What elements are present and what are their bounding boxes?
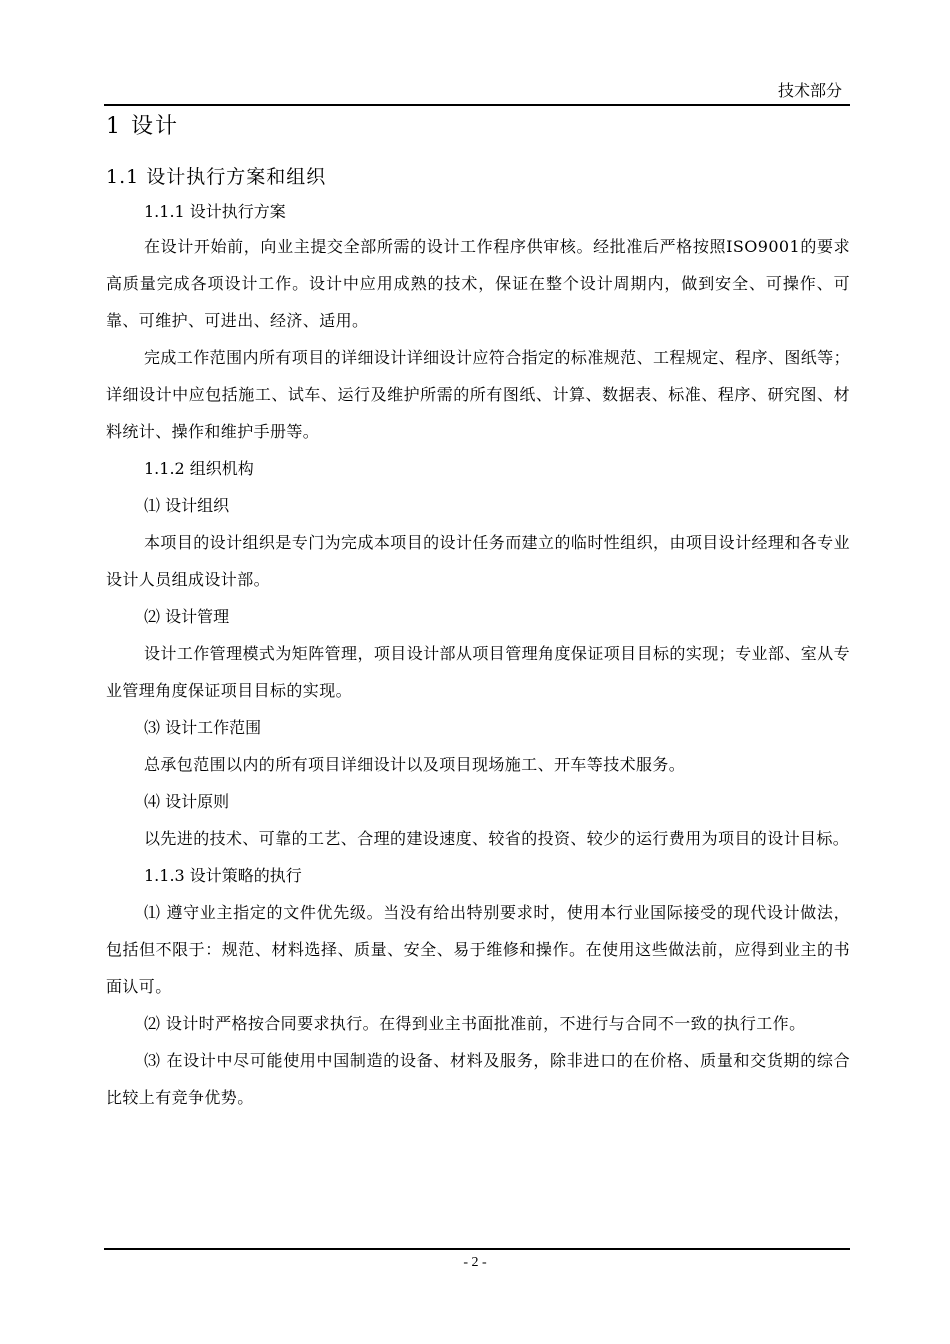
paragraph: 以先进的技术、可靠的工艺、合理的建设速度、较省的投资、较少的运行费用为项目的设计目标。	[144, 829, 850, 848]
document-body	[106, 106, 850, 1116]
paragraph: ⑴ 遵守业主指定的文件优先级。当没有给出特别要求时，使用本行业国际接受的现代设计做法，包括但不限于：规范、材料选择、质量、安全、易于维修和操作。在使用这些做法前，应得到业主的书面认可。	[106, 903, 850, 996]
paragraph: 本项目的设计组织是专门为完成本项目的设计任务而建立的临时性组织，由项目设计经理和各专业设计人员组成设计部。	[106, 533, 850, 589]
paragraph: ⑵ 设计时严格按合同要求执行。在得到业主书面批准前，不进行与合同不一致的执行工作。	[144, 1014, 806, 1033]
item-label: ⑵ 设计管理	[144, 607, 230, 626]
paragraph: 完成工作范围内所有项目的详细设计详细设计应符合指定的标准规范、工程规定、程序、图纸等；详细设计中应包括施工、试车、运行及维护所需的所有图纸、计算、数据表、标准、程序、研究图、材料统计、操作和维护手册等。	[106, 348, 850, 441]
item-label: ⑷ 设计原则	[144, 792, 230, 811]
paragraph: 总承包范围以内的所有项目详细设计以及项目现场施工、开车等技术服务。	[144, 755, 686, 774]
item-label: ⑶ 设计工作范围	[144, 718, 262, 737]
paragraph: ⑶ 在设计中尽可能使用中国制造的设备、材料及服务，除非进口的在价格、质量和交货期的综合比较上有竞争优势。	[106, 1051, 850, 1107]
paragraph: 在设计开始前，向业主提交全部所需的设计工作程序供审核。经批准后严格按照ISO9001的要求高质量完成各项设计工作。设计中应用成熟的技术，保证在整个设计周期内，做到安全、可操作、可靠、可维护、可进出、经济、适用。	[106, 237, 850, 330]
item-label: ⑴ 设计组织	[144, 496, 230, 515]
heading-1-1-3: 1.1.3 设计策略的执行	[144, 866, 302, 885]
footer-rule	[104, 1248, 850, 1250]
heading-1-1-1: 1.1.1 设计执行方案	[144, 202, 286, 221]
heading-1-1-2: 1.1.2 组织机构	[144, 459, 254, 478]
running-header: 技术部分	[777, 81, 842, 100]
paragraph: 设计工作管理模式为矩阵管理，项目设计部从项目管理角度保证项目目标的实现；专业部、室从专业管理角度保证项目目标的实现。	[106, 644, 850, 700]
heading-1: 1 设计	[106, 114, 179, 139]
page-number: - 2 -	[463, 1255, 487, 1270]
heading-1-1: 1.1 设计执行方案和组织	[106, 166, 327, 188]
